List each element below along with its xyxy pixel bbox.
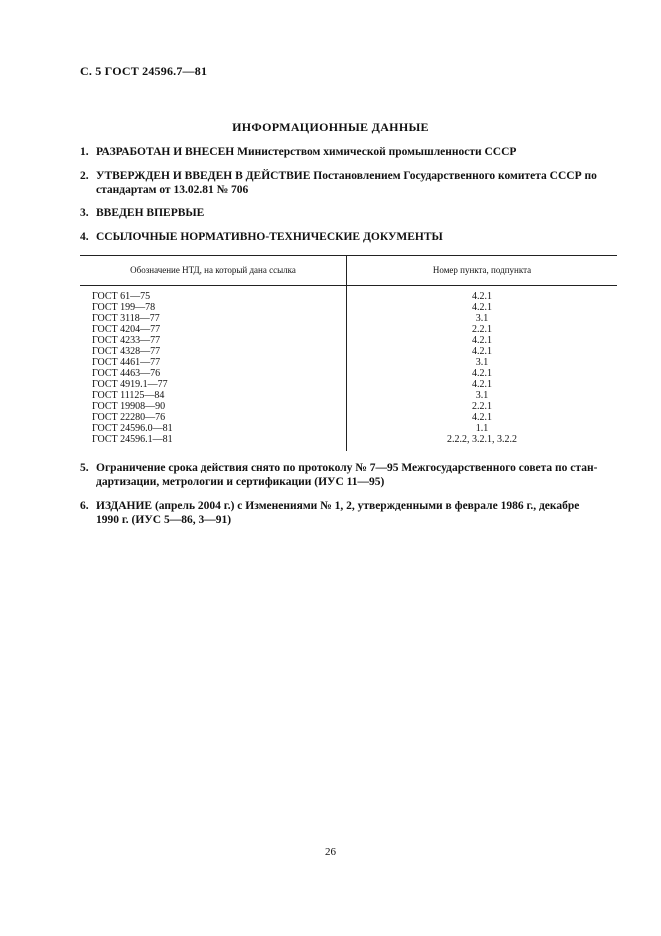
info-item-4 [80,230,617,244]
item-lead: РАЗРАБОТАН И ВНЕСЕН [96,146,235,158]
page-number: 26 [325,846,336,858]
item-lead: ССЫЛОЧНЫЕ НОРМАТИВНО-ТЕХНИЧЕСКИЕ ДОКУМЕНТЫ [96,231,443,243]
item-continuation: дартизации, метрологии и сертификации (ИУС 11—95) [96,476,385,488]
info-item-2 [80,169,617,197]
item-number: 3. [80,207,89,219]
cell-clause: 4.2.1 [472,346,492,357]
table-header-document: Обозначение НТД, на который дана ссылка [130,265,296,275]
table-header-clause: Номер пункта, подпункта [432,265,532,275]
cell-document: ГОСТ 4233—77 [92,335,161,346]
references-table [80,255,617,451]
cell-clause: 4.2.1 [472,412,492,423]
table-row [80,302,617,313]
table-row [80,379,617,390]
table-top-rule [80,255,617,256]
cell-document: ГОСТ 24596.1—81 [92,434,173,445]
table-row [80,291,617,302]
cell-clause: 2.2.1 [472,324,492,335]
table-row [80,324,617,335]
cell-document: ГОСТ 4463—76 [92,368,161,379]
info-item-5 [80,461,617,489]
item-continuation: стандартам от 13.02.81 № 706 [96,184,249,196]
cell-clause: 3.1 [475,313,489,324]
cell-clause: 3.1 [475,357,489,368]
table-row [80,434,617,445]
item-lead: УТВЕРЖДЕН И ВВЕДЕН В ДЕЙСТВИЕ [96,170,311,182]
item-number: 1. [80,146,89,158]
item-lead: ВВЕДЕН ВПЕРВЫЕ [96,207,205,219]
item-number: 4. [80,231,89,243]
item-number: 2. [80,170,89,182]
item-number: 5. [80,462,89,474]
table-row [80,313,617,324]
cell-clause: 4.2.1 [472,335,492,346]
table-row [80,357,617,368]
table-row [80,335,617,346]
item-continuation: 1990 г. (ИУС 5—86, 3—91) [96,514,232,526]
cell-clause: 4.2.1 [472,291,492,302]
cell-document: ГОСТ 4328—77 [92,346,161,357]
table-row [80,423,617,434]
item-lead: Ограничение срока действия снято по протоколу № 7—95 Межгосударственного совета по стан- [96,462,598,474]
page-header: С. 5 ГОСТ 24596.7—81 [80,64,208,78]
cell-document: ГОСТ 24596.0—81 [92,423,173,434]
item-number: 6. [80,500,89,512]
table-row [80,368,617,379]
cell-clause: 4.2.1 [472,379,492,390]
cell-document: ГОСТ 4204—77 [92,324,161,335]
table-row [80,401,617,412]
table-row [80,390,617,401]
cell-clause: 2.2.1 [472,401,492,412]
cell-clause: 2.2.2, 3.2.1, 3.2.2 [447,434,517,445]
cell-clause: 3.1 [475,390,489,401]
cell-document: ГОСТ 11125—84 [92,390,165,401]
table-body [80,291,617,445]
table-row [80,346,617,357]
cell-document: ГОСТ 61—75 [92,291,151,302]
item-text: Министерством химической промышленности СССР [237,146,517,158]
item-lead: ИЗДАНИЕ (апрель 2004 г.) с Изменениями № 1, 2, утвержденными в феврале 1986 г., декабре [96,500,580,512]
cell-clause: 4.2.1 [472,368,492,379]
section-title: ИНФОРМАЦИОННЫЕ ДАННЫЕ [232,120,429,134]
info-item-3 [80,206,617,220]
info-item-1 [80,145,617,159]
item-text: Постановлением Государственного комитета СССР по [313,170,597,182]
info-item-6 [80,499,617,527]
cell-document: ГОСТ 4919.1—77 [92,379,168,390]
cell-clause: 4.2.1 [472,302,492,313]
cell-document: ГОСТ 3118—77 [92,313,160,324]
cell-document: ГОСТ 199—78 [92,302,156,313]
table-row [80,412,617,423]
cell-document: ГОСТ 19908—90 [92,401,166,412]
cell-document: ГОСТ 4461—77 [92,357,161,368]
cell-clause: 1.1 [475,423,489,434]
cell-document: ГОСТ 22280—76 [92,412,166,423]
table-header-rule [80,285,617,286]
